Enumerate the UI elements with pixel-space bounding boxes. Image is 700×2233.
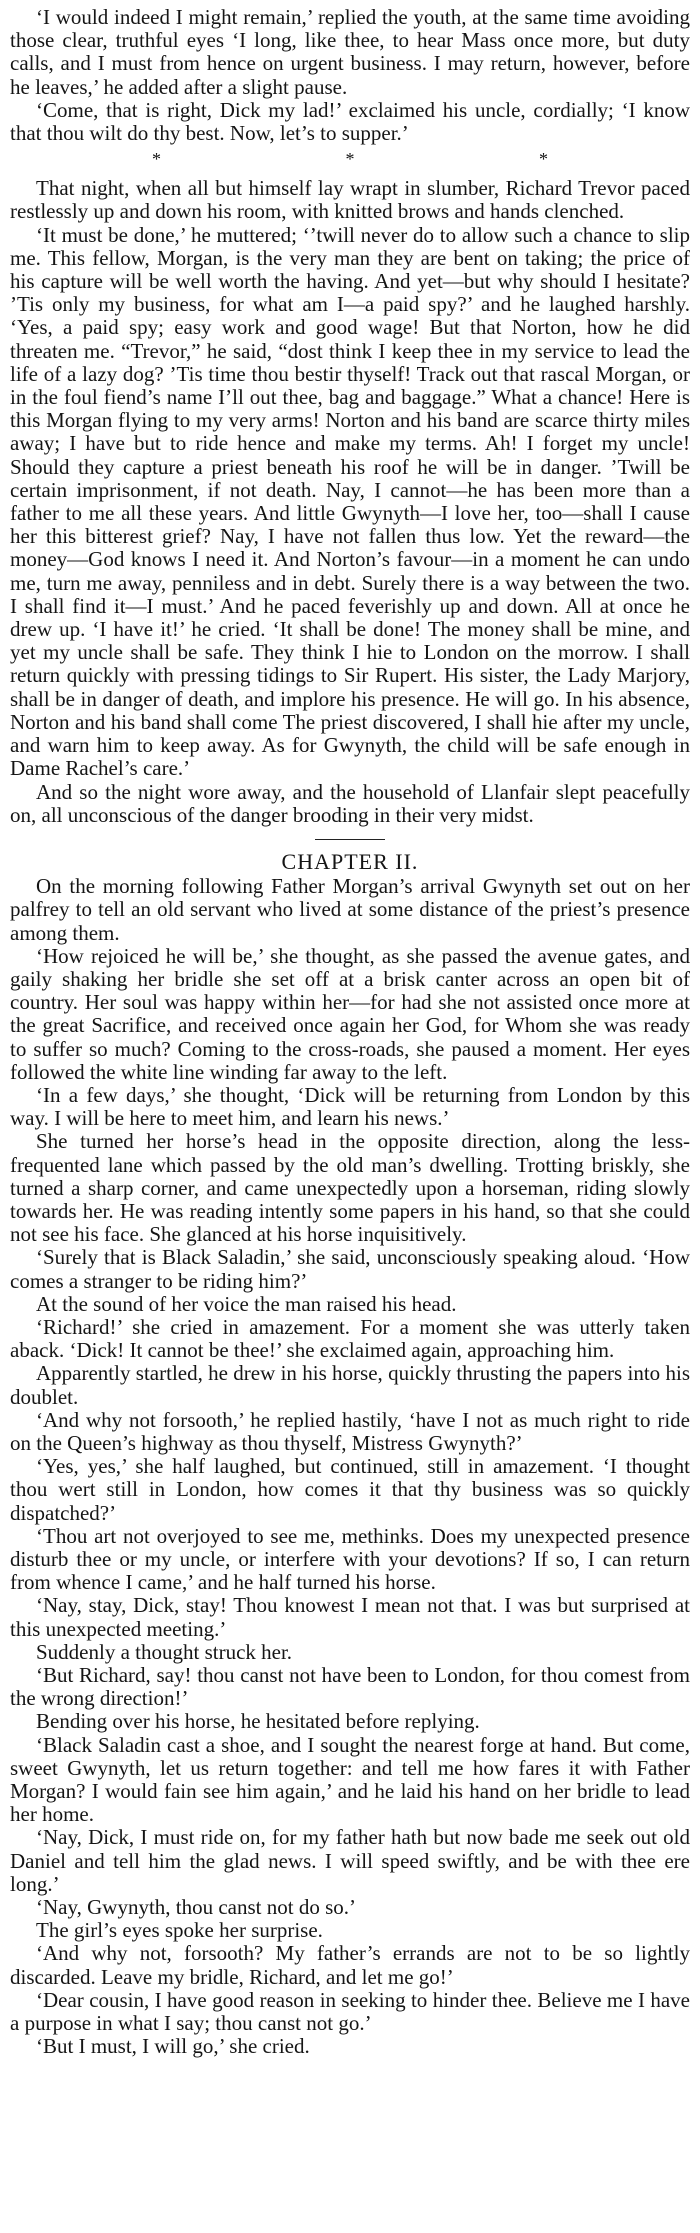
paragraph: She turned her horse’s head in the opposite direction, along the less-frequented lane which passed by the old man’s dwelling. Trotting briskly, she turned a sharp corner, and came unexpectedly upon a horseman, riding slowly towards her. He was reading intently some papers in his hand, so that she could not see his face. She glanced at his horse inquisitively. (10, 1129, 690, 1247)
story-section-2 (10, 177, 690, 827)
paragraph: ‘Yes, yes,’ she half laughed, but continued, still in amazement. ‘I thought thou wert still in London, how comes it that thy business was so quickly dispatched?’ (10, 1454, 690, 1525)
paragraph: ‘Thou art not overjoyed to see me, methinks. Does my unexpected presence disturb thee or my uncle, or interfere with your devotions? If so, I can return from whence I came,’ and he half turned his horse. (10, 1523, 690, 1595)
chapter-rule (315, 839, 385, 840)
paragraph: ‘Richard!’ she cried in amazement. For a moment she was utterly taken aback. ‘Dick! It cannot be thee!’ she exclaimed again, approaching him. (10, 1314, 690, 1363)
paragraph: ‘It must be done,’ he muttered; ‘’twill never do to allow such a chance to slip me. This fellow, Morgan, is the very man they are bent on taking; the price of his capture will be well worth the having. And yet—but why should I hesitate? ’Tis only my business, for what am I—a paid spy?’ and he laughed harshly. ‘Yes, a paid spy; easy work and good wage! But that Norton, how he did threaten me. “Trevor,” he said, “dost think I keep thee in my service to lead the life of a lazy dog? ’Tis time thou bestir thyself! Track out that rascal Morgan, or in the foul fiend’s name I’ll out thee, bag and baggage.” What a chance! Here is this Morgan flying to my very arms! Norton and his band are scarce thirty miles away; I have but to ride hence and make my terms. Ah! I forget my uncle! Should they capture a priest beneath his roof he will be in danger. ’Twill be certain imprisonment, if not death. Nay, I cannot—he has been more than a father to me all these years. And little Gwynyth—I love her, too—shall I cause her this bitterest grief? Nay, I have not fallen thus low. Yet the reward—the money—God knows I need it. And Norton’s favour—in a moment he can undo me, turn me away, penniless and in debt. Surely there is a way between the two. I shall find it—I must.’ And he paced feverishly up and down. All at once he drew up. ‘I have it!’ he cried. ‘It shall be done! The money shall be mine, and yet my uncle shall be safe. They think I hie to London on the morrow. I shall return quickly with pressing tidings to Sir Rupert. His sister, the Lady Marjory, shall be in danger of death, and implore his presence. He will go. In his absence, Norton and his band shall come The priest discovered, I shall hie after my uncle, and warn him to keep away. As for Gwynyth, the child will be safe enough in Dame Rachel’s care.’ (10, 222, 690, 781)
paragraph: ‘Black Saladin cast a shoe, and I sought the nearest forge at hand. But come, sweet Gwynyth, let us return together: and tell me how fares it with Father Morgan? I would fain see him again,’ and he laid his hand on her bridle to lead her home. (10, 1732, 690, 1827)
chapter-heading: CHAPTER II. (281, 848, 419, 874)
paragraph: ‘And why not, forsooth? My father’s errands are not to be so lightly discarded. Leave my bridle, Richard, and let me go!’ (10, 1941, 690, 1989)
paragraph: ‘And why not forsooth,’ he replied hastily, ‘have I not as much right to ride on the Queen’s highway as thou thyself, Mistress Gwynyth?’ (10, 1407, 690, 1455)
paragraph: Bending over his horse, he hesitated before replying. (36, 1709, 480, 1734)
paragraph: And so the night wore away, and the household of Llanfair slept peacefully on, all unconscious of the danger brooding in their very midst. (10, 779, 690, 827)
paragraph: ‘Nay, stay, Dick, stay! Thou knowest I mean not that. I was but surprised at this unexpected meeting.’ (10, 1593, 690, 1641)
paragraph: ‘But Richard, say! thou canst not have been to London, for thou comest from the wrong direction!’ (10, 1663, 690, 1711)
paragraph: ‘Dear cousin, I have good reason in seeking to hinder thee. Believe me I have a purpose in what I say; thou canst not go.’ (10, 1987, 690, 2036)
paragraph: ‘In a few days,’ she thought, ‘Dick will be returning from London by this way. I will be here to meet him, and learn his news.’ (10, 1082, 690, 1131)
paragraph: At the sound of her voice the man raised his head. (36, 1291, 457, 1316)
paragraph: The girl’s eyes spoke her surprise. (36, 1918, 323, 1943)
paragraph: ‘But I must, I will go,’ she cried. (36, 2034, 310, 2059)
section-divider: * * * (152, 149, 638, 170)
paragraph: ‘How rejoiced he will be,’ she thought, as she passed the avenue gates, and gaily shaking her bridle she set off at a brisk canter across an open bit of country. Her soul was happy within her—for had she not assisted once more at the great Sacrifice, and received once again her God, for Whom she was ready to suffer so much? Coming to the cross-roads, she paused a moment. Her eyes followed the white line winding far away to the left. (10, 943, 690, 1084)
paragraph: ‘Come, that is right, Dick my lad!’ exclaimed his uncle, cordially; ‘I know that thou wilt do thy best. Now, let’s to supper.’ (10, 97, 690, 146)
paragraph: ‘Surely that is Black Saladin,’ she said, unconsciously speaking aloud. ‘How comes a stranger to be riding him?’ (10, 1245, 690, 1293)
paragraph: ‘Nay, Dick, I must ride on, for my father hath but now bade me seek out old Daniel and tell him the glad news. I will speed swiftly, and be with thee ere long.’ (10, 1825, 690, 1896)
paragraph: Suddenly a thought struck her. (36, 1639, 293, 1664)
paragraph: That night, when all but himself lay wrapt in slumber, Richard Trevor paced restlessly up and down his room, with knitted brows and hands clenched. (10, 176, 690, 224)
story-section-3 (10, 875, 690, 2058)
paragraph: Apparently startled, he drew in his horse, quickly thrusting the papers into his doublet. (10, 1361, 690, 1409)
paragraph: ‘I would indeed I might remain,’ replied the youth, at the same time avoiding those clear, truthful eyes ‘I long, like thee, to hear Mass once more, but duty calls, and I must from hence on urgent business. I may return, however, before he leaves,’ he added after a slight pause. (10, 5, 690, 99)
paragraph: ‘Nay, Gwynyth, thou canst not do so.’ (36, 1895, 357, 1920)
story-section-1 (10, 6, 690, 145)
paragraph: On the morning following Father Morgan’s arrival Gwynyth set out on her palfrey to tell an old servant who lived at some distance of the priest’s presence among them. (10, 874, 690, 945)
